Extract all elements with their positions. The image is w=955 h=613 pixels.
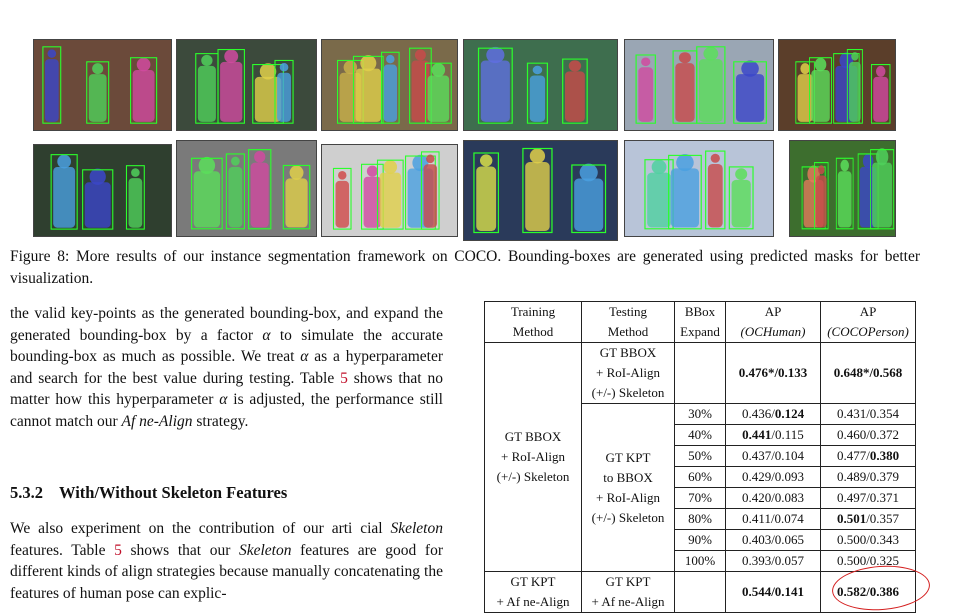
person-mask-head [90,169,106,185]
figure-image [176,39,317,131]
person-mask-head [415,49,426,60]
person-mask-body [525,162,549,231]
person-mask-head [533,66,543,75]
person-mask-body [838,171,852,227]
text-span: is adjusted, the performance still cannot match our [10,391,443,430]
person-mask-body [89,74,107,122]
header-testing-method: Testing Method [582,302,675,343]
person-mask-head [260,63,277,79]
person-mask-head [432,63,446,77]
affine-align-term: Af ne-Align [121,412,193,430]
person-mask-body [647,173,671,228]
table-row [485,343,916,404]
segmentation-thumbnail [177,141,316,236]
segmentation-thumbnail [34,40,171,130]
segmentation-thumbnail [790,141,895,236]
cell-expand: 80% [675,509,726,530]
person-mask-body [220,62,242,122]
person-mask-body [638,67,653,122]
person-mask-head [569,60,581,71]
header-training-method: Training Method [485,302,582,343]
header-ap-ochuman: AP (OCHuman) [726,302,821,343]
person-mask-body [424,164,438,227]
person-mask-body [530,75,545,121]
person-mask-head [676,154,694,171]
figure-image [321,144,458,237]
person-mask-body [45,59,59,122]
person-mask-head [741,61,759,77]
alpha-symbol: α [300,348,309,365]
person-mask-head [876,66,885,77]
cell-ap-cocoperson: 0.648*/0.568 [821,343,916,404]
body-paragraph [10,518,443,604]
person-mask-head [703,47,718,61]
text-span: We also experiment on the contribution of our arti cial [10,520,391,537]
person-mask-head [338,171,346,180]
cell-ap-cocoperson: 0.582/0.386 [821,572,916,613]
figure-image [176,140,317,237]
person-mask-head [851,52,858,61]
cell-expand: 40% [675,425,726,446]
text-span: as a hyperparameter and search for the best value during testing. Table [10,348,443,387]
segmentation-thumbnail [464,141,617,240]
cell-expand: 50% [675,446,726,467]
cell-expand: 60% [675,467,726,488]
person-mask-head [426,154,434,163]
cell-ap-cocoperson: 0.501/0.357 [821,509,916,530]
person-mask-head [876,148,888,165]
person-mask-head [344,60,358,74]
person-mask-head [254,151,265,163]
cell-ap-cocoperson: 0.500/0.343 [821,530,916,551]
person-mask-head [384,160,398,174]
person-mask-body [355,69,381,122]
figure-image [789,140,896,237]
cell-expand: 70% [675,488,726,509]
person-mask-body [574,179,603,232]
person-mask-head [863,154,874,168]
person-mask-body [277,73,291,122]
segmentation-thumbnail [625,141,773,236]
person-mask-head [711,154,720,163]
person-mask-head [290,165,304,179]
skeleton-term: Skeleton [238,541,292,559]
figure-image [778,39,896,131]
figure-image [33,39,172,131]
person-mask-head [92,63,103,74]
person-mask-body [129,178,143,228]
person-mask-head [815,58,827,72]
person-mask-head [201,55,212,66]
person-mask-body [476,167,496,232]
person-mask-head [386,55,394,64]
person-mask-body [336,181,350,228]
cell-ap-cocoperson: 0.497/0.371 [821,488,916,509]
section-heading [10,483,287,503]
figure-image [624,140,774,237]
text-span: the valid key-points as the generated bounding-box, and expand the generated bounding-box by a factor [10,305,443,344]
person-mask-head [57,155,71,169]
cell-expand: 30% [675,404,726,425]
segmentation-thumbnail [34,145,171,236]
text-span: to simulate the accurate bounding-box as much as possible. We treat [10,326,443,365]
figure-image [463,39,618,131]
person-mask-body [380,173,402,228]
person-mask-head [840,160,849,172]
person-mask-head [360,55,376,71]
cell-test-gtbbox: GT BBOX + RoI-Align (+/-) Skeleton [582,343,675,404]
cell-ap-cocoperson: 0.431/0.354 [821,404,916,425]
person-mask-body [428,75,450,121]
segmentation-thumbnail [322,40,457,130]
person-mask-head [137,58,151,72]
cell-ap-ochuman: 0.429/0.093 [726,467,821,488]
segmentation-thumbnail [177,40,316,130]
person-mask-head [231,157,240,166]
text-span: shows that no matter how this hyperparameter [10,369,444,408]
figure-image [321,39,458,131]
person-mask-body [364,177,382,228]
person-mask-body [736,74,764,122]
person-mask-body [816,176,827,228]
person-mask-head [224,50,238,64]
header-bbox-expand: BBox Expand [675,302,726,343]
person-mask-body [285,178,307,227]
table-header-row [485,302,916,343]
person-mask-body [133,70,155,122]
person-mask-head [800,63,809,74]
cell-ap-ochuman: 0.437/0.104 [726,446,821,467]
person-mask-body [675,63,694,122]
segmentation-thumbnail [322,145,457,236]
person-mask-body [849,62,861,122]
table-ref-link[interactable]: 5 [340,369,348,387]
person-mask-head [486,47,504,63]
person-mask-body [565,71,585,121]
cell-ap-ochuman: 0.420/0.083 [726,488,821,509]
text-span: shows that our [121,541,239,559]
person-mask-head [48,49,57,58]
person-mask-head [679,52,691,63]
cell-ap-ochuman: 0.436/0.124 [726,404,821,425]
body-paragraph [10,303,443,432]
person-mask-body [53,167,75,228]
cell-ap-ochuman: 0.403/0.065 [726,530,821,551]
person-mask-body [699,59,723,122]
person-mask-body [481,60,510,121]
person-mask-head [530,149,545,164]
cell-expand [675,343,726,404]
cell-ap-cocoperson: 0.477/0.380 [821,446,916,467]
cell-ap-cocoperson: 0.489/0.379 [821,467,916,488]
person-mask-body [873,77,888,122]
person-mask-head [580,164,598,182]
segmentation-thumbnail [464,40,617,130]
cell-ap-cocoperson: 0.460/0.372 [821,425,916,446]
cell-ap-ochuman: 0.476*/0.133 [726,343,821,404]
person-mask-head [641,58,650,67]
cell-ap-ochuman: 0.441/0.115 [726,425,821,446]
person-mask-head [735,168,747,180]
alpha-symbol: α [262,326,271,344]
results-table [484,301,916,613]
person-mask-body [194,171,220,227]
segmentation-thumbnail [625,40,773,130]
person-mask-body [412,60,430,121]
cell-ap-ochuman: 0.544/0.141 [726,572,821,613]
cell-expand [675,572,726,613]
figure-caption: Figure 8: More results of our instance segmentation framework on COCO. Bounding-boxes are generated using predicted masks for better visualization. [10,248,920,287]
cell-ap-cocoperson: 0.500/0.325 [821,551,916,572]
cell-train-gtbbox: GT BBOX + RoI-Align (+/-) Skeleton [485,343,582,572]
person-mask-body [384,65,398,122]
text-span: features. Table [10,541,115,559]
segmentation-thumbnail [779,40,895,130]
person-mask-head [652,160,667,174]
person-mask-head [480,154,492,166]
header-ap-cocoperson: AP (COCOPerson) [821,302,916,343]
figure-image [463,140,618,241]
person-mask-body [872,163,892,228]
person-mask-body [732,180,751,228]
cell-ap-ochuman: 0.393/0.057 [726,551,821,572]
text-span: strategy. [192,412,249,430]
person-mask-body [811,70,830,122]
person-mask-head [818,165,825,174]
cell-expand: 100% [675,551,726,572]
figure-image [624,39,774,131]
person-mask-body [198,66,216,122]
section-title: With/Without Skeleton Features [59,483,288,502]
section-number: 5.3.2 [10,483,43,502]
person-mask-head [280,63,289,72]
person-mask-head [199,157,216,174]
person-mask-body [708,164,723,227]
alpha-symbol: α [219,391,228,408]
person-mask-body [251,163,269,228]
person-mask-body [85,182,111,228]
cell-expand: 90% [675,530,726,551]
cell-train-gtkpt-affine: GT KPT + Af ne-Align [485,572,582,613]
person-mask-head [131,168,140,177]
cell-test-gtkpt: GT KPT to BBOX + RoI-Align (+/-) Skeleton [582,404,675,572]
person-mask-head [367,166,378,177]
person-mask-body [671,168,699,227]
person-mask-body [798,74,813,122]
cell-test-gtkpt-affine: GT KPT + Af ne-Align [582,572,675,613]
figure-image [33,144,172,237]
cell-ap-ochuman: 0.411/0.074 [726,509,821,530]
skeleton-term: Skeleton [390,520,443,537]
text-span: features are good for different kinds of align strategies because manually concatenating the features of human pose can explic- [10,541,443,602]
table-ref-link[interactable]: 5 [114,541,122,559]
person-mask-body [228,167,242,227]
